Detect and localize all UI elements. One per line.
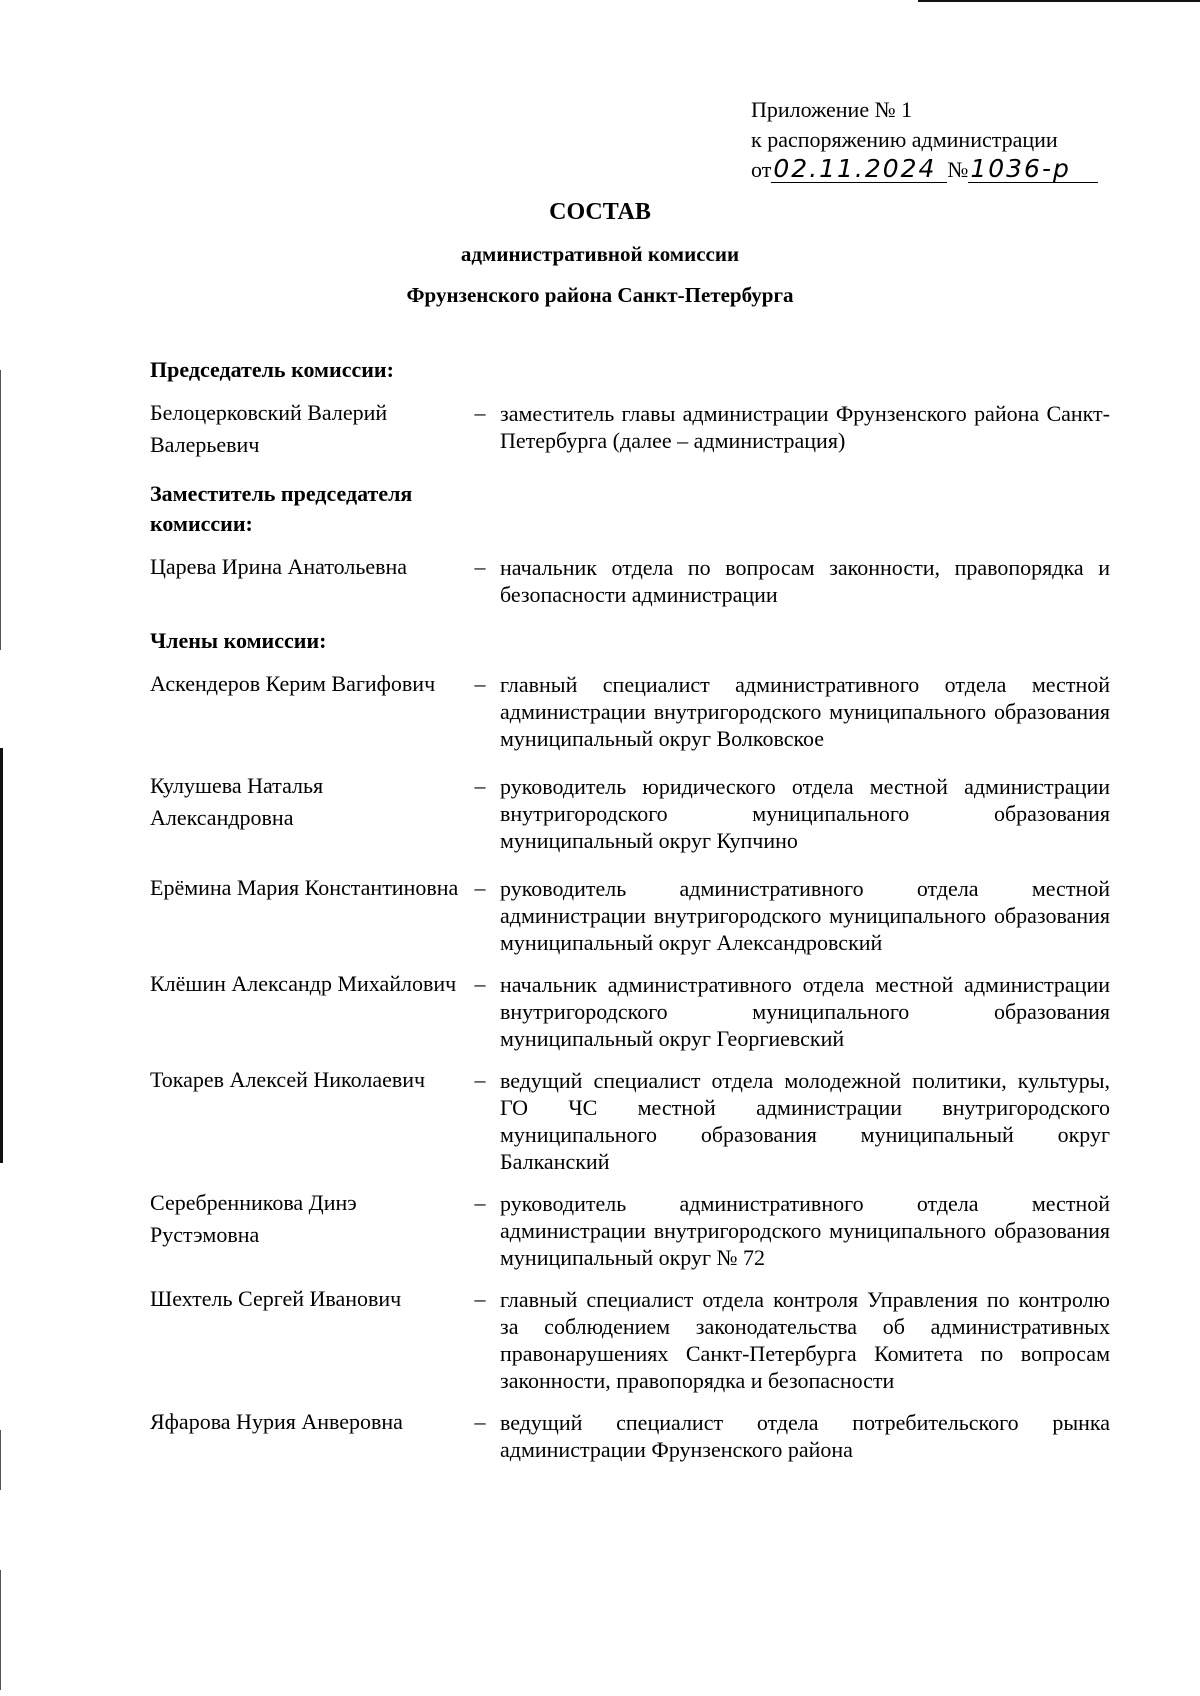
number-label: № bbox=[947, 157, 969, 182]
list-item bbox=[150, 551, 1120, 608]
member-position: главный специалист отдела контроля Управления по контролю за соблюдением законодательства об административных правонарушениях Санкт-Петербурга Комитета по вопросам законности, правопорядка и безопасности bbox=[500, 1287, 1110, 1393]
scan-artifact-edge bbox=[0, 370, 1, 650]
member-name: Аскендеров Керим Вагифович bbox=[150, 671, 436, 696]
dash-separator: – bbox=[474, 875, 486, 900]
scan-artifact-line bbox=[918, 0, 1200, 2]
member-position: главный специалист административного отдела местной администрации внутригородского муниципального образования муниципальный округ Волковское bbox=[500, 672, 1110, 751]
document-title-block bbox=[0, 197, 1200, 310]
document-subtitle-district: Фрунзенского района Санкт-Петербурга bbox=[406, 283, 794, 307]
member-position: руководитель административного отдела местной администрации внутригородского муниципального образования муниципальный округ Александровский bbox=[500, 876, 1110, 955]
dash-separator: – bbox=[474, 1409, 486, 1434]
member-name: Царева Ирина Анатольевна bbox=[150, 554, 408, 579]
member-name: Клёшин Александр Михайлович bbox=[150, 971, 457, 996]
member-position: начальник отдела по вопросам законности, правопорядка и безопасности администрации bbox=[500, 555, 1110, 607]
document-title: СОСТАВ bbox=[549, 199, 651, 225]
date-number-line bbox=[751, 155, 1098, 185]
member-name: Серебренникова Динэ Рустэмовна bbox=[150, 1190, 357, 1247]
section-heading-chairman: Председатель комиссии: bbox=[150, 357, 394, 382]
appendix-label: Приложение № 1 bbox=[751, 97, 913, 122]
member-position: руководитель административного отдела местной администрации внутригородского муниципального образования муниципальный округ № 72 bbox=[500, 1191, 1110, 1270]
member-position: руководитель юридического отдела местной администрации внутригородского муниципального образования муниципальный округ Купчино bbox=[500, 774, 1110, 853]
list-item bbox=[150, 397, 1120, 461]
list-item bbox=[150, 872, 1120, 956]
dash-separator: – bbox=[474, 1190, 486, 1215]
scan-artifact-edge bbox=[0, 1570, 1, 1690]
list-item bbox=[150, 1406, 1120, 1463]
section-heading-deputy: Заместитель председателя комиссии: bbox=[150, 481, 413, 536]
list-item bbox=[150, 1283, 1120, 1394]
dash-separator: – bbox=[474, 1286, 486, 1311]
member-name: Токарев Алексей Николаевич bbox=[150, 1067, 426, 1092]
member-position: заместитель главы администрации Фрунзенского района Санкт-Петербурга (далее – администрация) bbox=[500, 401, 1110, 453]
member-name: Шехтель Сергей Иванович bbox=[150, 1286, 402, 1311]
list-item bbox=[150, 668, 1120, 752]
dash-separator: – bbox=[474, 1067, 486, 1092]
list-item bbox=[150, 1187, 1120, 1271]
commission-list bbox=[150, 355, 1120, 1463]
dash-separator: – bbox=[474, 773, 486, 798]
member-name: Ерёмина Мария Константиновна bbox=[150, 875, 459, 900]
scan-artifact-edge bbox=[0, 1430, 1, 1490]
dash-separator: – bbox=[474, 671, 486, 696]
from-label: от bbox=[751, 157, 772, 182]
document-subtitle: административной комиссии bbox=[460, 242, 740, 266]
list-item bbox=[150, 968, 1120, 1052]
approval-block bbox=[751, 95, 1098, 185]
dash-separator: – bbox=[474, 554, 486, 579]
handwritten-number: 1036-р bbox=[968, 156, 1098, 183]
section-heading-members: Члены комиссии: bbox=[150, 628, 327, 653]
handwritten-date: 02.11.2024 bbox=[771, 156, 947, 183]
order-reference: к распоряжению администрации bbox=[751, 127, 1058, 152]
list-item bbox=[150, 1064, 1120, 1175]
member-name: Кулушева Наталья Александровна bbox=[150, 773, 324, 830]
list-item bbox=[150, 770, 1120, 854]
member-name: Белоцерковский Валерий Валерьевич bbox=[150, 400, 388, 457]
scan-artifact-edge bbox=[0, 748, 3, 1163]
member-position: ведущий специалист отдела молодежной политики, культуры, ГО ЧС местной администрации внутригородского муниципального образования муниципальный округ Балканский bbox=[500, 1068, 1110, 1174]
member-name: Яфарова Нурия Анверовна bbox=[150, 1409, 403, 1434]
member-position: начальник административного отдела местной администрации внутригородского муниципального образования муниципальный округ Георгиевский bbox=[500, 972, 1110, 1051]
member-position: ведущий специалист отдела потребительского рынка администрации Фрунзенского района bbox=[500, 1410, 1110, 1462]
dash-separator: – bbox=[474, 400, 486, 425]
dash-separator: – bbox=[474, 971, 486, 996]
